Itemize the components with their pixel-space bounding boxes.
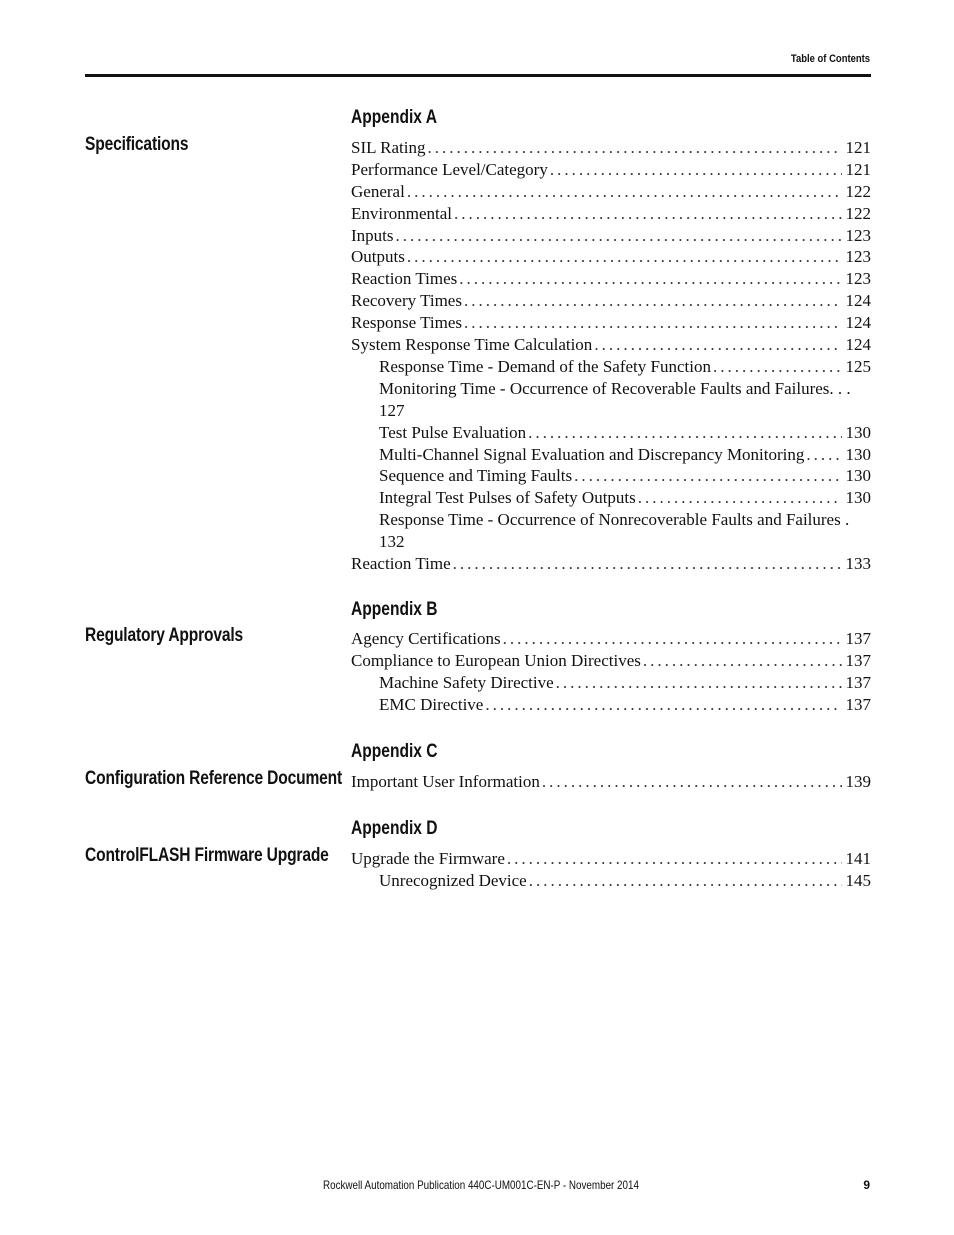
toc-entry[interactable]: Recovery Times ..... 124 — [351, 290, 871, 312]
toc-subentry[interactable]: EMC Directive ..... 137 — [351, 694, 871, 716]
toc-entry[interactable]: SIL Rating ..... 121 — [351, 137, 871, 159]
dot-leader — [454, 203, 841, 225]
toc-entry[interactable]: System Response Time Calculation ..... 124 — [351, 334, 871, 356]
toc-entry[interactable]: Upgrade the Firmware ..... 141 — [351, 848, 871, 870]
appendix-b-heading: Appendix B — [351, 599, 438, 620]
toc-entry[interactable]: Performance Level/Category ..... 121 — [351, 159, 871, 181]
dot-leader — [459, 268, 841, 290]
toc-entry[interactable]: Outputs ..... 123 — [351, 246, 871, 268]
dot-leader — [453, 553, 842, 575]
dot-leader — [464, 290, 842, 312]
toc-entry[interactable]: Reaction Time ..... 133 — [351, 553, 871, 575]
publication-info: Rockwell Automation Publication 440C-UM001C-EN-P - November 2014 — [323, 1178, 639, 1192]
toc-subentry[interactable]: Monitoring Time - Occurrence of Recoverable Faults and Failures. . . 127 — [379, 378, 851, 420]
chapter-title-regulatory-approvals: Regulatory Approvals — [85, 625, 244, 646]
toc-list-appendix-a — [351, 137, 871, 575]
dot-leader — [407, 181, 842, 203]
toc-list-appendix-b — [351, 628, 871, 716]
toc-subentry[interactable]: Machine Safety Directive ..... 137 — [351, 672, 871, 694]
dot-leader — [713, 356, 842, 378]
chapter-title-configuration-reference: Configuration Reference Document — [85, 768, 343, 789]
dot-leader — [485, 694, 841, 716]
dot-leader — [503, 628, 842, 650]
appendix-c-heading: Appendix C — [351, 741, 438, 762]
dot-leader — [643, 650, 842, 672]
dot-leader — [556, 672, 842, 694]
dot-leader — [407, 246, 842, 268]
header-rule — [85, 74, 871, 77]
toc-entry[interactable]: Compliance to European Union Directives ..... 137 — [351, 650, 871, 672]
toc-list-appendix-d — [351, 848, 871, 892]
dot-leader — [806, 444, 841, 466]
dot-leader — [574, 465, 841, 487]
chapter-title-controlflash: ControlFLASH Firmware Upgrade — [85, 845, 329, 866]
chapter-title-specifications: Specifications — [85, 134, 189, 155]
toc-entry[interactable]: Important User Information ..... 139 — [351, 771, 871, 793]
dot-leader — [464, 312, 842, 334]
toc-entry[interactable]: Response Times ..... 124 — [351, 312, 871, 334]
toc-subentry[interactable]: Test Pulse Evaluation ..... 130 — [351, 422, 871, 444]
toc-entry[interactable]: Inputs ..... 123 — [351, 225, 871, 247]
toc-list-appendix-c — [351, 771, 871, 793]
toc-subentry[interactable]: Integral Test Pulses of Safety Outputs ..... 130 — [351, 487, 871, 509]
page-number: 9 — [863, 1178, 870, 1192]
toc-subentry[interactable]: Response Time - Occurrence of Nonrecoverable Faults and Failures . 132 — [379, 510, 850, 552]
dot-leader — [396, 225, 842, 247]
toc-subentry[interactable]: Response Time - Demand of the Safety Function ..... 125 — [351, 356, 871, 378]
toc-entry[interactable]: Environmental ..... 122 — [351, 203, 871, 225]
dot-leader — [507, 848, 842, 870]
running-header: Table of Contents — [790, 53, 870, 65]
toc-subentry[interactable]: Sequence and Timing Faults ..... 130 — [351, 465, 871, 487]
dot-leader — [529, 870, 842, 892]
dot-leader — [427, 137, 841, 159]
toc-entry[interactable]: Agency Certifications ..... 137 — [351, 628, 871, 650]
dot-leader — [528, 422, 841, 444]
dot-leader — [542, 771, 842, 793]
toc-entry[interactable]: General ..... 122 — [351, 181, 871, 203]
dot-leader — [550, 159, 842, 181]
toc-subentry[interactable]: Unrecognized Device ..... 145 — [351, 870, 871, 892]
appendix-a-heading: Appendix A — [351, 107, 437, 128]
toc-subentry[interactable]: Multi-Channel Signal Evaluation and Discrepancy Monitoring ..... 130 — [351, 444, 871, 466]
dot-leader — [594, 334, 841, 356]
toc-entry[interactable]: Reaction Times ..... 123 — [351, 268, 871, 290]
appendix-d-heading: Appendix D — [351, 818, 438, 839]
dot-leader — [638, 487, 842, 509]
